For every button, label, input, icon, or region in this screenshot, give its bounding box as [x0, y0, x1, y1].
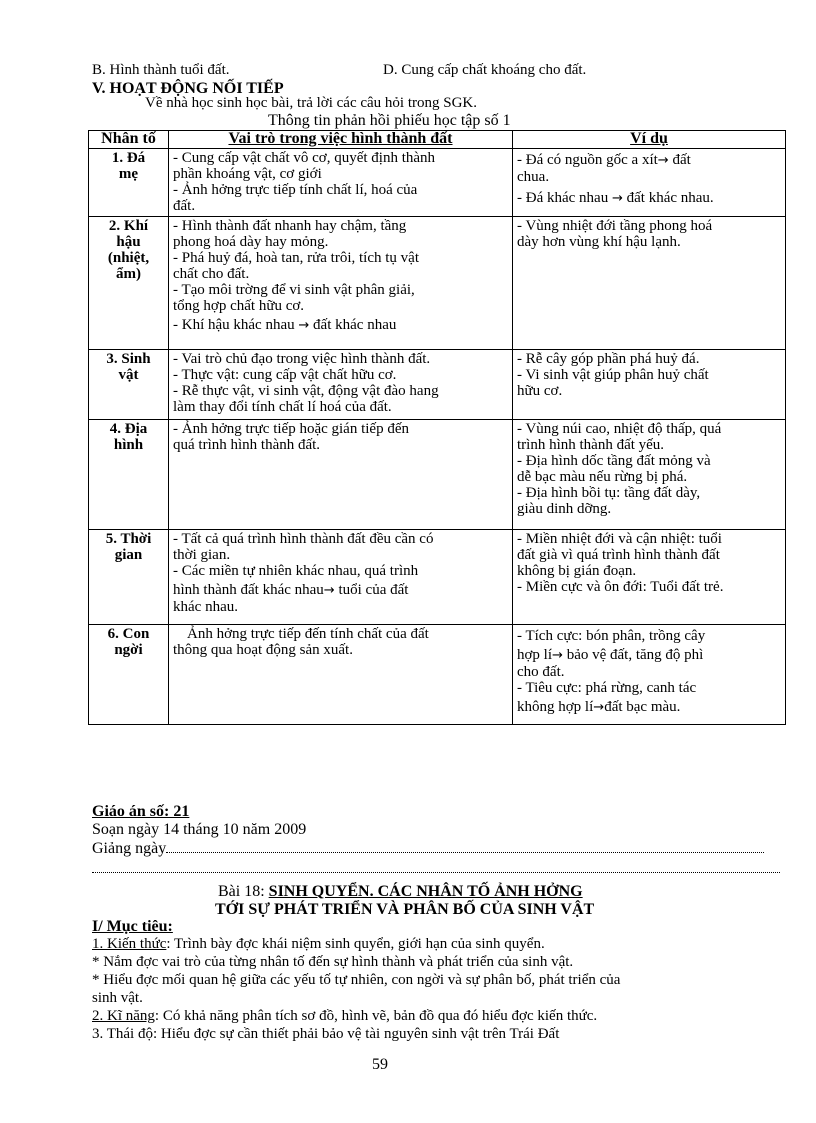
table-caption: Thông tin phản hồi phiếu học tập số 1	[268, 112, 511, 129]
factor-text: hình	[113, 437, 144, 453]
example-cell	[513, 149, 786, 217]
role-line: Ảnh hởng trực tiếp đến tính chất của đất	[187, 626, 429, 642]
role-line: - Ảnh hởng trực tiếp hoặc gián tiếp đến	[173, 421, 409, 437]
role-line: - Khí hậu khác nhau → đất khác nhau	[173, 317, 397, 333]
factor-text: 6. Con	[107, 626, 150, 642]
table-row	[89, 217, 786, 350]
option-b: B. Hình thành tuổi đất.	[92, 62, 230, 78]
example-cell	[513, 625, 786, 725]
role-cell	[169, 217, 513, 350]
example-line: dễ bạc màu nếu rừng bị phá.	[517, 469, 688, 485]
lesson-title-line2: TỚI SỰ PHÁT TRIỂN VÀ PHÂN BỐ CỦA SINH VẬT	[215, 901, 595, 918]
arrow-icon: →	[323, 583, 335, 598]
factor-cell	[89, 217, 169, 350]
example-line: - Địa hình dốc tầng đất mỏng và	[517, 453, 711, 469]
table-row	[89, 625, 786, 725]
role-line: - Vai trò chủ đạo trong việc hình thành đất.	[173, 351, 431, 367]
role-line: phong hoá dày hay mỏng.	[173, 234, 329, 250]
arrow-icon: →	[611, 191, 623, 206]
page-number: 59	[372, 1056, 388, 1073]
example-cell	[513, 420, 786, 530]
lesson-title-text: SINH QUYỂN. CÁC NHÂN TỐ ẢNH HỞNG	[268, 883, 583, 900]
role-line: - Tạo môi trờng để vi sinh vật phân giải,	[173, 282, 415, 298]
role-line: - Hình thành đất nhanh hay chậm, tầng	[173, 218, 407, 234]
factor-text: ngời	[114, 642, 143, 658]
option-d: D. Cung cấp chất khoáng cho đất.	[383, 62, 587, 78]
header-example: Ví dụ	[513, 131, 786, 149]
arrow-icon: →	[552, 648, 563, 663]
example-line: - Vi sinh vật giúp phân huỷ chất	[517, 367, 709, 383]
example-line: - Miền cực và ôn đới: Tuổi đất trẻ.	[517, 579, 724, 595]
lesson-plan-label: Giáo án số: 21	[92, 803, 190, 820]
role-line: - Các miền tự nhiên khác nhau, quá trình	[173, 563, 419, 579]
example-line: - Tích cực: bón phân, trồng cây	[517, 628, 706, 644]
skill-line	[92, 1008, 597, 1025]
skill-text: : Có khả năng phân tích sơ đồ, hình vẽ, bản đồ qua đó hiểu đợc kiến thức.	[154, 1008, 598, 1024]
example-cell	[513, 530, 786, 625]
example-line: hữu cơ.	[517, 383, 563, 399]
table-row	[89, 350, 786, 420]
factor-text: gian	[114, 547, 143, 563]
factor-text: mẹ	[118, 166, 139, 182]
table-row	[89, 530, 786, 625]
table-row	[89, 149, 786, 217]
example-line: - Rễ cây góp phần phá huỷ đá.	[517, 351, 700, 367]
skill-label: 2. Kĩ năng	[92, 1008, 155, 1024]
knowledge-line	[92, 936, 545, 953]
role-line: - Ảnh hởng trực tiếp tính chất lí, hoá của	[173, 182, 418, 198]
factor-cell	[89, 149, 169, 217]
factor-text: 4. Địa	[109, 421, 148, 437]
role-line: - Rễ thực vật, vi sinh vật, động vật đào hang	[173, 383, 439, 399]
section-v-heading: V. HOẠT ĐỘNG NỐI TIẾP	[92, 80, 284, 97]
factor-text: vật	[118, 367, 139, 383]
knowledge-bullet-2: * Hiểu đợc mối quan hệ giữa các yếu tố tự nhiên, con ngời và sự phân bố, phát triển của	[92, 972, 621, 988]
attitude-line: 3. Thái độ: Hiểu đợc sự cần thiết phải bảo vệ tài nguyên sinh vật trên Trái Đất	[92, 1026, 560, 1042]
example-line: trình hình thành đất yếu.	[517, 437, 665, 453]
role-line: thông qua hoạt động sản xuất.	[173, 642, 353, 658]
lesson-number: Bài 18:	[218, 883, 269, 900]
role-line: phần khoáng vật, cơ giới	[173, 166, 322, 182]
section-v-instruction: Về nhà học sinh học bài, trả lời các câu hỏi trong SGK.	[145, 95, 478, 111]
example-line: dày hơn vùng khí hậu lạnh.	[517, 234, 681, 250]
role-line: - Phá huỷ đá, hoà tan, rửa trôi, tích tụ vật	[173, 250, 419, 266]
role-cell	[169, 530, 513, 625]
example-line: giàu dinh dỡng.	[517, 501, 612, 517]
teach-date-label: Giảng ngày	[92, 840, 167, 857]
role-line: chất cho đất.	[173, 266, 250, 282]
factor-text: hậu	[116, 234, 141, 250]
header-role: Vai trò trong việc hình thành đất	[169, 131, 513, 149]
factor-cell	[89, 420, 169, 530]
role-line: - Cung cấp vật chất vô cơ, quyết định thành	[173, 150, 436, 166]
role-cell	[169, 625, 513, 725]
example-cell	[513, 350, 786, 420]
role-cell	[169, 350, 513, 420]
objectives-heading: I/ Mục tiêu:	[92, 918, 173, 935]
example-line: chua.	[517, 169, 550, 185]
role-cell	[169, 420, 513, 530]
arrow-icon: →	[593, 700, 605, 715]
example-line: - Đá có nguồn gốc a xít→ đất	[517, 152, 691, 168]
compose-date: Soạn ngày 14 tháng 10 năm 2009	[92, 821, 307, 838]
role-cell	[169, 149, 513, 217]
factor-text: 2. Khí	[108, 218, 149, 234]
role-line: - Tất cả quá trình hình thành đất đều cần có	[173, 531, 434, 547]
role-line: hình thành đất khác nhau→ tuổi của đất	[173, 582, 409, 598]
example-line: - Vùng nhiệt đới tầng phong hoá	[517, 218, 713, 234]
factor-text: (nhiệt,	[107, 250, 150, 266]
table-header-row	[89, 131, 786, 149]
role-line: thời gian.	[173, 547, 231, 563]
factor-text: 1. Đá	[111, 150, 146, 166]
role-line: đất.	[173, 198, 196, 214]
role-line: khác nhau.	[173, 599, 238, 615]
arrow-icon: →	[298, 318, 310, 333]
example-line: cho đất.	[517, 664, 565, 680]
example-line: - Địa hình bồi tụ: tầng đất dày,	[517, 485, 701, 501]
knowledge-label: 1. Kiến thức	[92, 936, 167, 952]
knowledge-bullet-2-cont: sinh vật.	[92, 990, 143, 1006]
table-row	[89, 420, 786, 530]
factor-cell	[89, 625, 169, 725]
factor-text: 3. Sinh	[106, 351, 151, 367]
header-factor: Nhân tố	[89, 131, 169, 149]
lesson-title-line1	[218, 883, 583, 901]
factor-text: ẩm)	[116, 266, 141, 282]
knowledge-bullet-1: * Nắm đợc vai trò của từng nhân tố đến sự hình thành và phát triển của sinh vật.	[92, 954, 574, 970]
example-line: - Đá khác nhau → đất khác nhau.	[517, 190, 714, 206]
example-line: không bị gián đoạn.	[517, 563, 637, 579]
example-line: - Miền nhiệt đới và cận nhiệt: tuổi	[517, 531, 722, 547]
example-line: hợp lí→ bảo vệ đất, tăng độ phì	[517, 647, 704, 663]
role-line: tổng hợp chất hữu cơ.	[173, 298, 305, 314]
factor-cell	[89, 350, 169, 420]
example-cell	[513, 217, 786, 350]
role-line: - Thực vật: cung cấp vật chất hữu cơ.	[173, 367, 397, 383]
example-line: - Vùng núi cao, nhiệt độ thấp, quá	[517, 421, 722, 437]
factor-cell	[89, 530, 169, 625]
example-line: - Tiêu cực: phá rừng, canh tác	[517, 680, 697, 696]
example-line: không hợp lí→đất bạc màu.	[517, 699, 681, 715]
arrow-icon: →	[657, 153, 669, 168]
example-line: đất già vì quá trình hình thành đất	[517, 547, 720, 563]
role-line: quá trình hình thành đất.	[173, 437, 321, 453]
dotted-line	[166, 840, 764, 853]
info-table	[88, 130, 786, 725]
teach-date	[92, 840, 780, 858]
factor-text: 5. Thời	[105, 531, 152, 547]
dotted-separator	[92, 872, 780, 873]
role-line: làm thay đổi tính chất lí hoá của đất.	[173, 399, 392, 415]
knowledge-text: : Trình bày đợc khái niệm sinh quyển, giới hạn của sinh quyển.	[166, 936, 545, 952]
